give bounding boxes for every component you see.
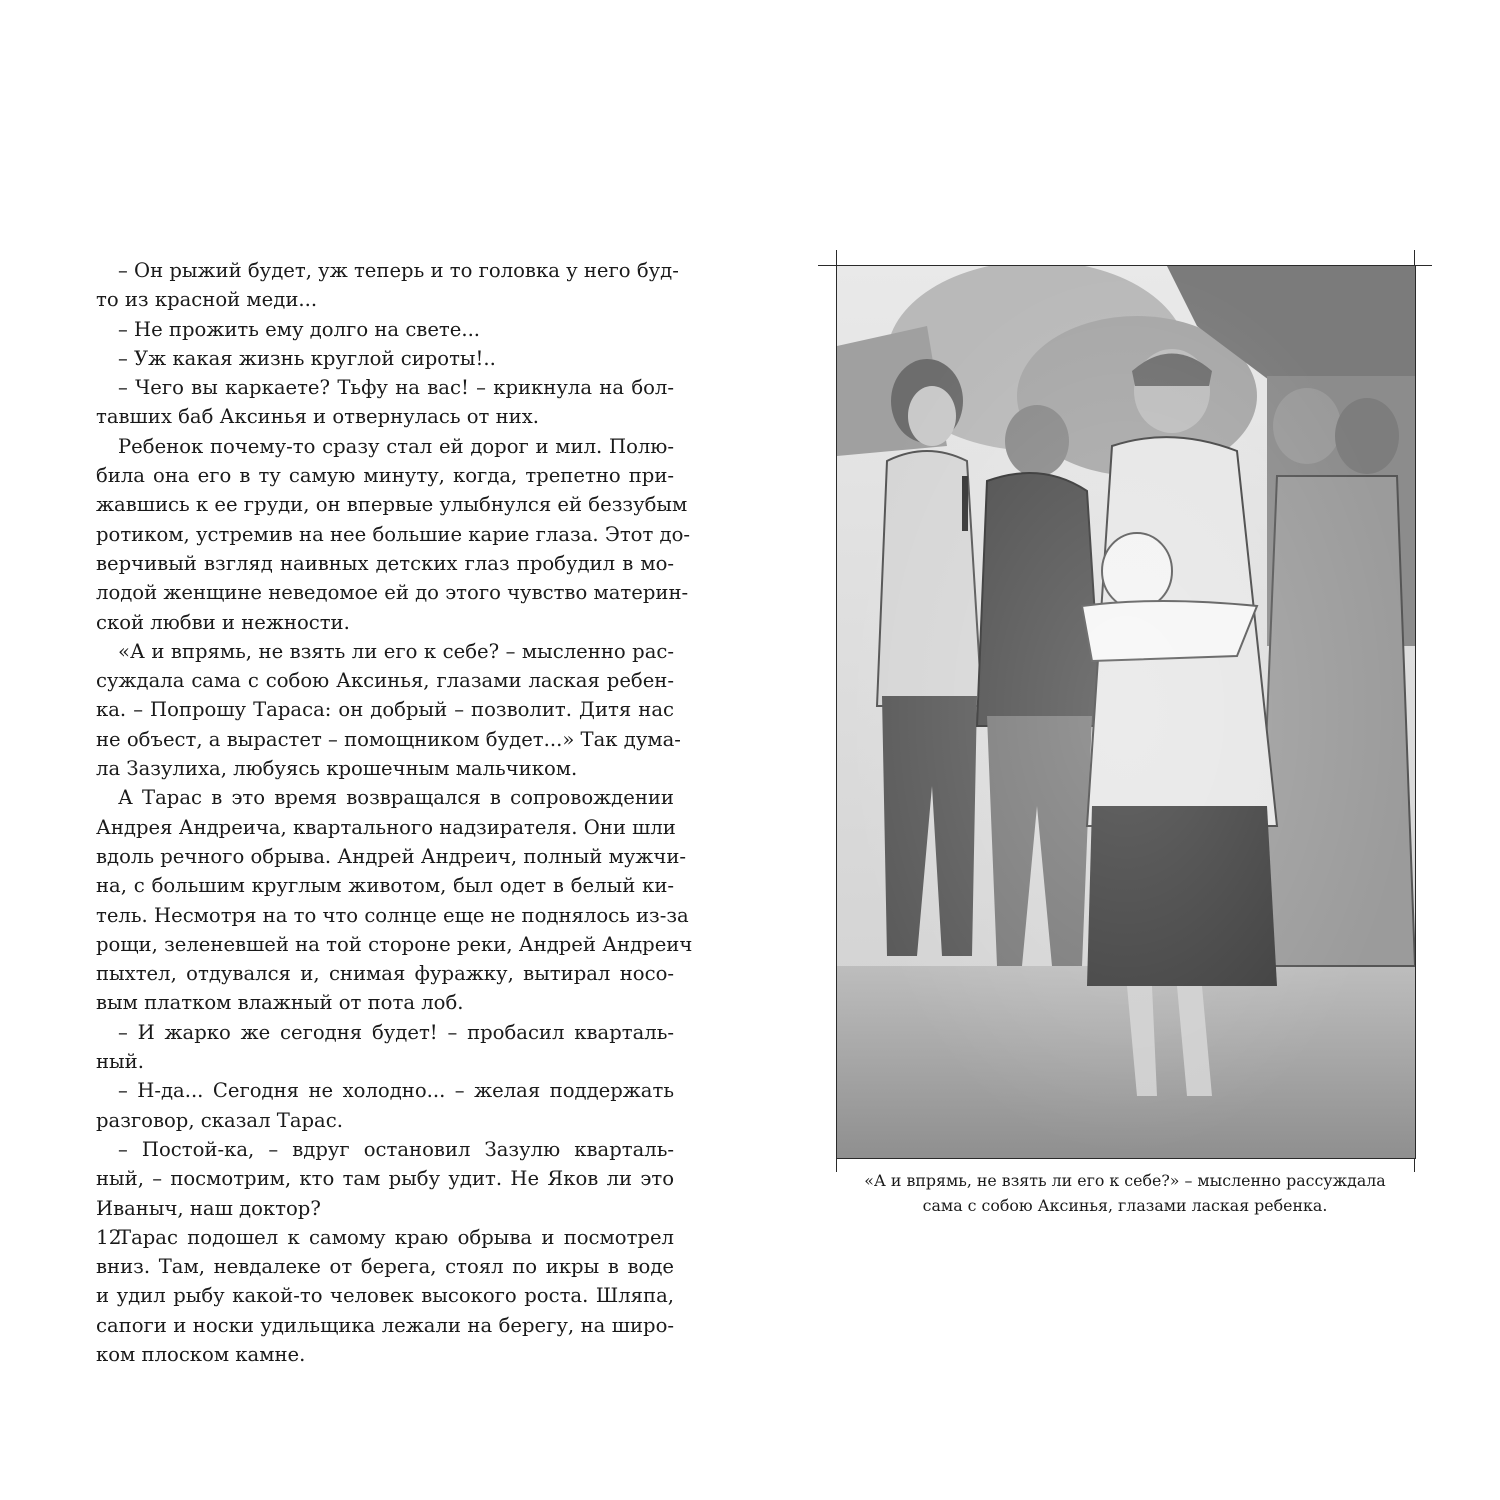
body-text bbox=[96, 256, 693, 1369]
pencil-sketch bbox=[837, 266, 1415, 1158]
text-line: – Чего вы каркаете? Тьфу на вас! – крикнула на бол- bbox=[118, 376, 674, 400]
text-line: ротиком, устремив на нее большие карие глаза. Этот до- bbox=[96, 522, 691, 546]
text-line: – Постой-ка, – вдруг остановил Зазулю кварталь- bbox=[118, 1137, 674, 1161]
trim-mark-left-v bbox=[836, 250, 837, 265]
text-line: – Н-да... Сегодня не холодно... – желая поддержать bbox=[118, 1079, 674, 1103]
text-line: и удил рыбу какой-то человек высокого роста. Шляпа, bbox=[96, 1284, 674, 1308]
text-line: верчивый взгляд наивных детских глаз пробудил в мо- bbox=[96, 551, 674, 575]
caption-line-2: сама с собою Аксинья, глазами лаская ребенка. bbox=[922, 1196, 1328, 1215]
illustration-villagers-with-baby bbox=[836, 265, 1416, 1159]
text-line: то из красной меди... bbox=[96, 288, 318, 312]
text-line: – Уж какая жизнь круглой сироты!.. bbox=[118, 346, 496, 370]
text-line: «А и впрямь, не взять ли его к себе? – мысленно рас- bbox=[118, 639, 674, 663]
trim-mark-top-right bbox=[1414, 265, 1432, 266]
text-line: ской любви и нежности. bbox=[96, 610, 350, 634]
text-line: пыхтел, отдувался и, снимая фуражку, вытирал носо- bbox=[96, 962, 674, 986]
text-line: ком плоском камне. bbox=[96, 1342, 306, 1366]
text-line: сапоги и носки удильщика лежали на берегу, на широ- bbox=[96, 1313, 674, 1337]
text-line: тель. Несмотря на то что солнце еще не поднялось из-за bbox=[96, 903, 689, 927]
text-line: – И жарко же сегодня будет! – пробасил кварталь- bbox=[118, 1020, 674, 1044]
text-line: не объест, а вырастет – помощником будет...» Так дума- bbox=[96, 727, 681, 751]
trim-mark-top-left bbox=[818, 265, 836, 266]
text-line: жавшись к ее груди, он впервые улыбнулся ей беззубым bbox=[96, 493, 688, 517]
text-line: лодой женщине неведомое ей до этого чувство материн- bbox=[96, 581, 689, 605]
text-line: тавших баб Аксинья и отвернулась от них. bbox=[96, 405, 539, 429]
text-line: Иваныч, наш доктор? bbox=[96, 1196, 321, 1220]
text-line: А Тарас в это время возвращался в сопровождении bbox=[118, 786, 674, 810]
text-line: вниз. Там, невдалеке от берега, стоял по икры в воде bbox=[96, 1255, 674, 1279]
text-line: рощи, зеленевшей на той стороне реки, Андрей Андреич bbox=[96, 932, 693, 956]
caption-line-1: «А и впрямь, не взять ли его к себе?» – мысленно рассуждала bbox=[864, 1171, 1386, 1190]
text-line: била она его в ту самую минуту, когда, трепетно при- bbox=[96, 464, 674, 488]
text-line: на, с большим круглым животом, был одет в белый ки- bbox=[96, 874, 674, 898]
trim-mark-bottom-right bbox=[1414, 1157, 1415, 1172]
text-line: ный, – посмотрим, кто там рыбу удит. Не Яков ли это bbox=[96, 1167, 674, 1191]
text-line: вдоль речного обрыва. Андрей Андреич, полный мужчи- bbox=[96, 844, 687, 868]
page-number: 12 bbox=[96, 1225, 122, 1249]
text-line: вым платком влажный от пота лоб. bbox=[96, 991, 464, 1015]
text-line: ный. bbox=[96, 1050, 144, 1074]
trim-mark-right-v bbox=[1414, 250, 1415, 265]
text-line: ла Зазулиха, любуясь крошечным мальчиком. bbox=[96, 757, 578, 781]
text-line: разговор, сказал Тарас. bbox=[96, 1108, 343, 1132]
text-line: Ребенок почему-то сразу стал ей дорог и мил. Полю- bbox=[118, 434, 674, 458]
text-line: ка. – Попрошу Тараса: он добрый – позволит. Дитя нас bbox=[96, 698, 674, 722]
text-line: – Он рыжий будет, уж теперь и то головка у него буд- bbox=[118, 259, 679, 282]
text-line: – Не прожить ему долго на свете... bbox=[118, 317, 481, 341]
text-line: Андрея Андреича, квартального надзирателя. Они шли bbox=[96, 815, 676, 839]
text-line: суждала сама с собою Аксинья, глазами лаская ребен- bbox=[96, 669, 674, 693]
illustration-caption bbox=[836, 1168, 1414, 1218]
text-line: Тарас подошел к самому краю обрыва и посмотрел bbox=[118, 1225, 674, 1249]
